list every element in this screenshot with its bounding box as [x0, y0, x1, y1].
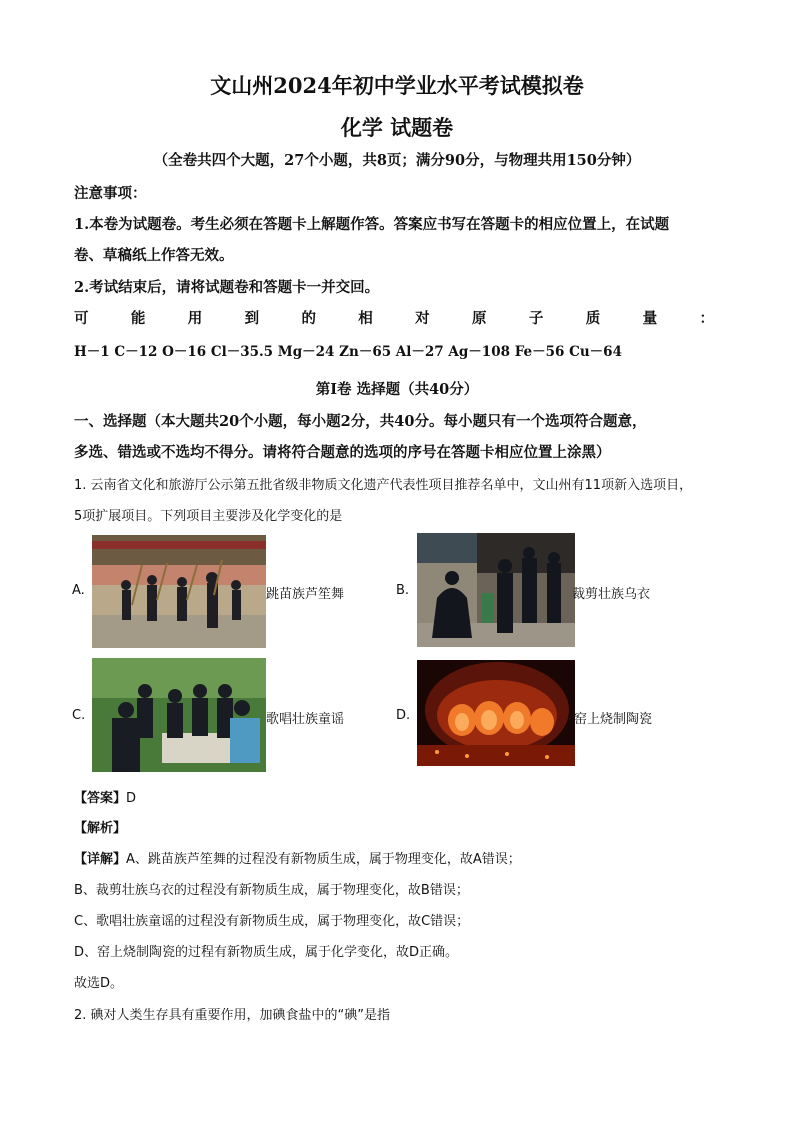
detail-line-c: C、歌唱壮族童谣的过程没有新物质生成，属于物理变化，故C错误； [74, 914, 470, 929]
detail-text-a: A、跳苗族芦笙舞的过程没有新物质生成，属于物理变化，故A错误； [126, 852, 521, 867]
answer-line [74, 787, 724, 806]
atomic-mass-char: 子 [528, 310, 544, 327]
atomic-masses: H－1 C－12 O－16 Cl－35.5 Mg－24 Zn－65 Al－27 Ag－108 Fe－56 Cu－64 [74, 344, 622, 360]
notes-heading: 注意事项： [74, 185, 147, 202]
answer-tag: 【答案】 [74, 791, 127, 806]
atomic-mass-label [74, 307, 714, 328]
option-d-letter: D. [396, 708, 411, 723]
detail-line-a [74, 848, 724, 867]
detail-line-b: B、裁剪壮族乌衣的过程没有新物质生成，属于物理变化，故B错误； [74, 883, 469, 898]
kiln-pottery-photo [417, 660, 575, 766]
analysis-tag: 【解析】 [74, 821, 127, 836]
atomic-mass-char: ： [699, 310, 714, 327]
atomic-mass-char: 到 [244, 310, 260, 327]
section1-title: 第Ⅰ卷 选择题（共40分） [315, 381, 479, 398]
notes-item2: 2.考试结束后，请将试题卷和答题卡一并交回。 [74, 279, 380, 296]
answer-value: D [126, 791, 137, 806]
option-a-text: 跳苗族芦笙舞 [266, 587, 345, 602]
option-b-letter: B. [396, 583, 410, 598]
detail-line-d: D、窑上烧制陶瓷的过程有新物质生成，属于化学变化，故D正确。 [74, 945, 459, 960]
exam-info: （全卷共四个大题，27个小题，共8页；满分90分，与物理共用150分钟） [153, 152, 641, 169]
exam-subtitle: 化学 试题卷 [340, 115, 454, 140]
q1-stem-line2: 5项扩展项目。下列项目主要涉及化学变化的是 [74, 509, 343, 524]
option-b-text: 裁剪壮族乌衣 [572, 587, 651, 602]
zhuang-ballad-photo [92, 658, 266, 772]
atomic-mass-char: 量 [642, 310, 658, 327]
option-a-letter: A. [72, 583, 85, 598]
lusheng-dance-photo [92, 535, 266, 648]
atomic-mass-char: 原 [472, 310, 487, 327]
atomic-mass-char: 能 [130, 310, 146, 327]
option-d-text: 窑上烧制陶瓷 [574, 712, 653, 727]
option-c-text: 歌唱壮族童谣 [266, 712, 345, 727]
notes-item1-line1: 1.本卷为试题卷。考生必须在答题卡上解题作答。答案应书写在答题卡的相应位置上，在试题 [74, 216, 670, 233]
detail-tag: 【详解】 [74, 852, 127, 867]
zhuang-clothing-photo [417, 533, 575, 647]
q2-stem: 2. 碘对人类生存具有重要作用，加碘食盐中的“碘”是指 [74, 1008, 391, 1023]
atomic-mass-char: 对 [415, 310, 430, 327]
notes-item1-line2: 卷、草稿纸上作答无效。 [74, 247, 234, 264]
section1-instructions-line2: 多选、错选或不选均不得分。请将符合题意的选项的序号在答题卡相应位置上涂黑） [74, 444, 611, 461]
section1-instructions-line1: 一、选择题（本大题共20个小题，每小题2分，共40分。每小题只有一个选项符合题意， [74, 413, 647, 430]
atomic-mass-char: 可 [74, 310, 89, 327]
atomic-mass-char: 质 [585, 310, 601, 327]
atomic-mass-char: 相 [358, 310, 373, 327]
option-c-letter: C. [72, 708, 86, 723]
exam-title: 文山州2024年初中学业水平考试模拟卷 [210, 73, 584, 98]
q1-stem-line1: 1. 云南省文化和旅游厅公示第五批省级非物质文化遗产代表性项目推荐名单中，文山州有11项新入选项目， [74, 478, 693, 493]
atomic-mass-char: 的 [301, 310, 316, 327]
conclusion: 故选D。 [74, 976, 124, 991]
atomic-mass-char: 用 [187, 310, 203, 327]
